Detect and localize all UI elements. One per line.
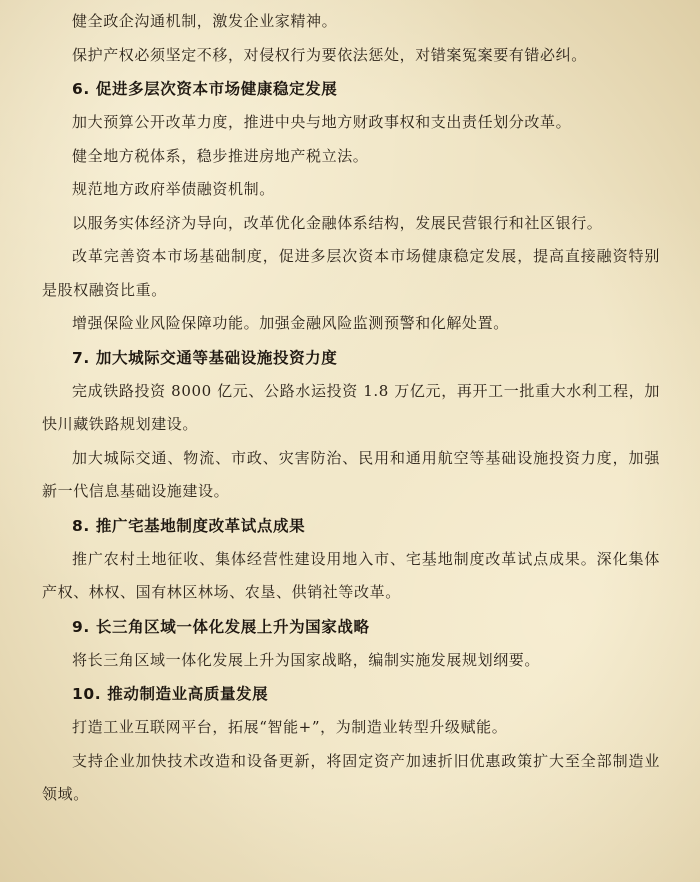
paragraph: 加大城际交通、物流、市政、灾害防治、民用和通用航空等基础设施投资力度，加强新一代信息基础设施建设。	[42, 448, 660, 500]
paragraph: 将长三角区域一体化发展上升为国家战略，编制实施发展规划纲要。	[72, 650, 541, 669]
paragraph: 规范地方政府举债融资机制。	[72, 180, 275, 198]
paragraph: 增强保险业风险保障功能。加强金融风险监测预警和化解处置。	[72, 314, 509, 332]
paragraph: 支持企业加快技术改造和设备更新，将固定资产加速折旧优惠政策扩大至全部制造业领域。	[42, 751, 660, 803]
section-heading: 8. 推广宅基地制度改革试点成果	[72, 516, 306, 535]
paragraph: 推广农村土地征收、集体经营性建设用地入市、宅基地制度改革试点成果。深化集体产权、林权、国有林区林场、农垦、供销社等改革。	[42, 549, 660, 601]
section-heading: 10. 推动制造业高质量发展	[72, 685, 269, 703]
paragraph: 完成铁路投资 8000 亿元、公路水运投资 1.8 万亿元，再开工一批重大水利工程，加快川藏铁路规划建设。	[42, 381, 660, 433]
section-heading: 9. 长三角区域一体化发展上升为国家战略	[72, 617, 370, 636]
paragraph: 健全政企沟通机制，激发企业家精神。	[72, 12, 338, 30]
paragraph: 以服务实体经济为导向，改革优化金融体系结构，发展民营银行和社区银行。	[72, 213, 603, 232]
section-heading: 6. 促进多层次资本市场健康稳定发展	[72, 80, 338, 98]
paragraph: 打造工业互联网平台，拓展“智能+”，为制造业转型升级赋能。	[72, 718, 508, 736]
section-heading: 7. 加大城际交通等基础设施投资力度	[72, 348, 338, 367]
paragraph: 健全地方税体系，稳步推进房地产税立法。	[72, 146, 369, 165]
paragraph: 改革完善资本市场基础制度，促进多层次资本市场健康稳定发展，提高直接融资特别是股权融资比重。	[42, 247, 660, 299]
paragraph: 加大预算公开改革力度，推进中央与地方财政事权和支出责任划分改革。	[72, 113, 572, 131]
paragraph: 保护产权必须坚定不移，对侵权行为要依法惩处，对错案冤案要有错必纠。	[72, 45, 587, 64]
